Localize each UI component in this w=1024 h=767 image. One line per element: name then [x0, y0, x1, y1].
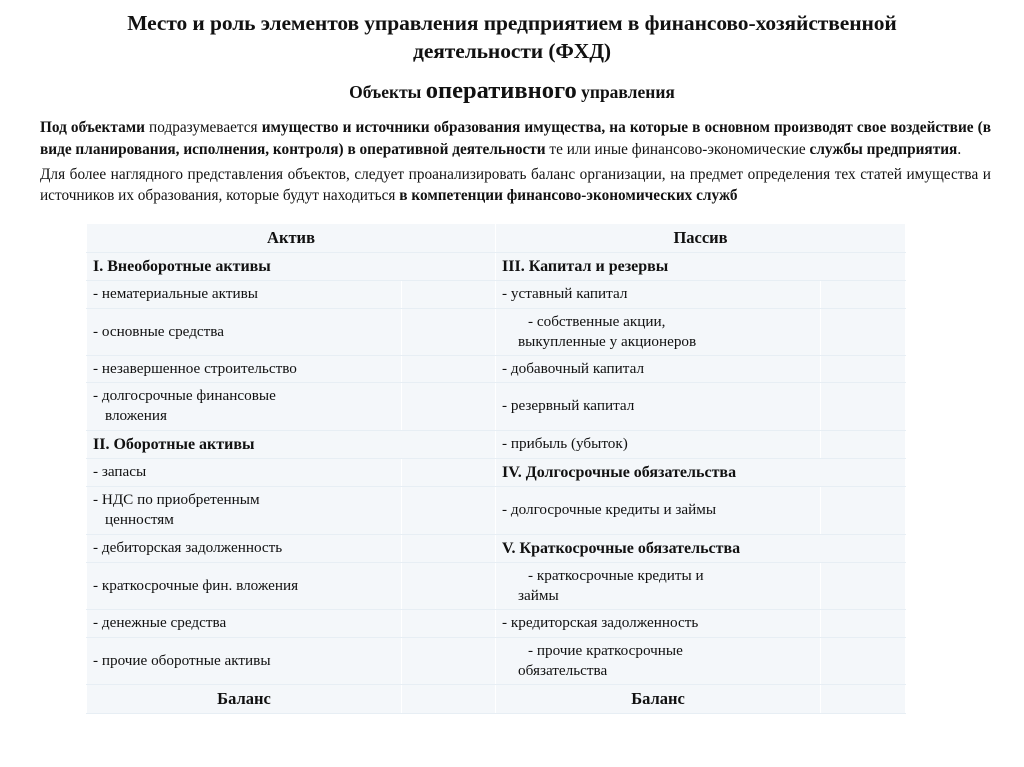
table-row	[87, 534, 906, 562]
asset-item: - дебиторская задолженность	[87, 534, 402, 562]
asset-item-line-1: - НДС по приобретенным	[93, 491, 260, 509]
paragraph-1-run-4: те или иные финансово-экономические	[549, 140, 810, 158]
asset-value-cell[interactable]	[402, 281, 496, 308]
table-row	[87, 458, 906, 486]
liability-item	[496, 308, 821, 355]
paragraph-1-run-2: подразумевается	[149, 119, 262, 137]
footer-asset-total-label: Баланс	[87, 684, 402, 713]
asset-item: - основные средства	[87, 308, 402, 355]
liability-value-cell[interactable]	[821, 637, 906, 684]
asset-value-cell[interactable]	[402, 610, 496, 637]
liability-value-cell[interactable]	[821, 487, 906, 534]
title-block	[0, 0, 1024, 105]
liability-item: - прибыль (убыток)	[496, 430, 821, 458]
paragraph-1	[40, 117, 991, 160]
asset-item-line-1: - долгосрочные финансовые	[93, 387, 276, 405]
table-footer-row	[87, 684, 906, 713]
liability-item: - кредиторская задолженность	[496, 610, 821, 637]
table-row	[87, 281, 906, 308]
liability-value-cell[interactable]	[821, 281, 906, 308]
balance-sheet-table	[86, 223, 906, 714]
asset-item	[87, 383, 402, 430]
asset-value-cell[interactable]	[402, 562, 496, 609]
asset-value-cell[interactable]	[402, 308, 496, 355]
asset-item: - краткосрочные фин. вложения	[87, 562, 402, 609]
subtitle-prefix: Объекты	[349, 81, 426, 102]
liability-item-line-2: выкупленные у акционеров	[518, 332, 697, 350]
table-row	[87, 487, 906, 534]
paragraph-1-run-3: имущество и источники образования имущества, на которые в основном производят свое воздействие (в виде планирования, исполнения, контроля) в оперативной деятельности	[40, 119, 991, 158]
asset-value-cell[interactable]	[402, 458, 496, 486]
paragraph-2-run-1: Для более наглядного представления объектов, следует проанализировать баланс организации, на предмет определения тех статей имущества и источников их образования, которые будут находиться	[40, 165, 991, 205]
table-row	[87, 253, 906, 281]
liability-value-cell[interactable]	[821, 356, 906, 383]
subtitle-suffix: управления	[576, 81, 675, 102]
table-header-row	[87, 224, 906, 253]
asset-item: - запасы	[87, 458, 402, 486]
liability-item-line-2: займы	[518, 587, 559, 605]
liability-item	[496, 637, 821, 684]
asset-item: - денежные средства	[87, 610, 402, 637]
liability-value-cell[interactable]	[821, 562, 906, 609]
liability-value-cell[interactable]	[821, 610, 906, 637]
table-row	[87, 637, 906, 684]
asset-item-line-2: ценностям	[105, 511, 174, 529]
liability-item: - добавочный капитал	[496, 356, 821, 383]
balance-table-body	[87, 224, 906, 714]
table-row	[87, 562, 906, 609]
table-row	[87, 610, 906, 637]
asset-section-heading: I. Внеоборотные активы	[87, 253, 496, 281]
paragraph-1-run-6: .	[957, 140, 962, 158]
liability-item: - резервный капитал	[496, 383, 821, 430]
footer-liability-total-label: Баланс	[496, 684, 821, 713]
table-row	[87, 430, 906, 458]
asset-value-cell[interactable]	[402, 534, 496, 562]
asset-item: - незавершенное строительство	[87, 356, 402, 383]
liability-section-heading: III. Капитал и резервы	[496, 253, 906, 281]
liability-item: - долгосрочные кредиты и займы	[496, 487, 821, 534]
asset-value-cell[interactable]	[402, 637, 496, 684]
asset-section-heading: II. Оборотные активы	[87, 430, 496, 458]
liability-value-cell[interactable]	[821, 383, 906, 430]
paragraph-2	[40, 164, 991, 207]
table-row	[87, 383, 906, 430]
liability-item-line-1: - краткосрочные кредиты и	[528, 566, 704, 584]
liability-item-line-2: обязательства	[518, 661, 608, 679]
table-row	[87, 308, 906, 355]
table-row	[87, 356, 906, 383]
paragraph-1-run-1: Под объектами	[40, 119, 150, 137]
liability-item	[496, 562, 821, 609]
balance-table-wrap	[0, 223, 1024, 714]
liability-item-line-1: - собственные акции,	[528, 312, 666, 330]
footer-liability-total-value[interactable]	[821, 684, 906, 713]
asset-item: - нематериальные активы	[87, 281, 402, 308]
page-subtitle	[104, 76, 920, 105]
paragraph-1-run-5: службы предприятия	[809, 140, 958, 158]
liability-item-line-1: - прочие краткосрочные	[528, 641, 683, 659]
asset-item: - прочие оборотные активы	[87, 637, 402, 684]
liability-value-cell[interactable]	[821, 308, 906, 355]
footer-asset-total-value[interactable]	[402, 684, 496, 713]
liability-item: - уставный капитал	[496, 281, 821, 308]
subtitle-emphasis: оперативного	[425, 76, 577, 104]
asset-value-cell[interactable]	[402, 383, 496, 430]
asset-value-cell[interactable]	[402, 356, 496, 383]
asset-item	[87, 487, 402, 534]
liability-section-heading: V. Краткосрочные обязательства	[496, 534, 906, 562]
asset-item-line-2: вложения	[105, 407, 168, 425]
asset-value-cell[interactable]	[402, 487, 496, 534]
liability-section-heading: IV. Долгосрочные обязательства	[496, 458, 906, 486]
paragraph-2-run-2: в компетенции финансово-экономических служб	[399, 187, 738, 205]
liability-value-cell[interactable]	[821, 430, 906, 458]
body-text	[0, 117, 1024, 207]
page-title: Место и роль элементов управления предприятием в финансово-хозяйственной деятельности (ФХД)	[127, 11, 897, 63]
header-asset: Актив	[87, 224, 496, 253]
header-liability: Пассив	[496, 224, 906, 253]
